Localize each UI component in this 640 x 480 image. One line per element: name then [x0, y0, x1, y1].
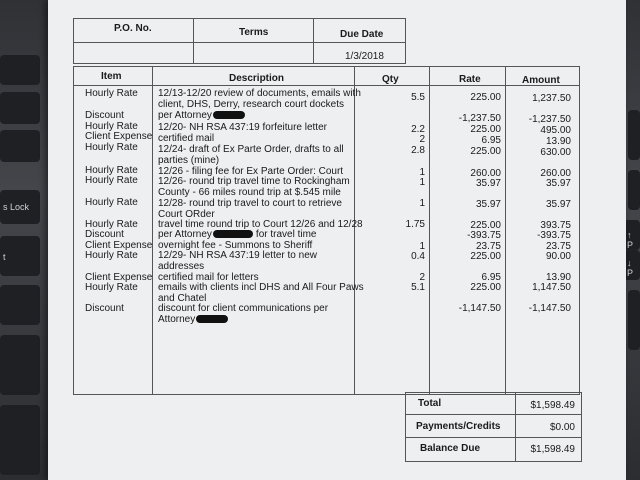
- row-amount: 13.90: [545, 136, 571, 147]
- row-description: Attorney: [158, 314, 228, 325]
- row-rate: 6.95: [481, 272, 501, 283]
- row-amount: -1,147.50: [528, 303, 571, 314]
- row-qty: 1: [419, 198, 425, 209]
- row-description: overnight fee - Summons to Sheriff: [158, 240, 313, 251]
- row-description: 12/26- round trip travel time to Rockingham: [158, 176, 350, 187]
- balance-due-label: Balance Due: [420, 443, 481, 454]
- redacted-name: [213, 230, 253, 238]
- keyboard-key: [0, 335, 40, 395]
- row-description: emails with clients incl DHS and All Four Paws: [158, 282, 364, 293]
- row-qty: 2.8: [411, 145, 425, 156]
- keyboard-key: [0, 285, 40, 325]
- row-item: Client Expense: [85, 240, 153, 251]
- row-rate: 35.97: [475, 199, 501, 210]
- row-qty: 2: [419, 272, 425, 283]
- row-description: parties (mine): [158, 155, 220, 166]
- row-description: County - 66 miles round trip at $.545 mile: [158, 187, 341, 198]
- row-amount: 260.00: [540, 168, 571, 179]
- row-amount: 35.97: [545, 178, 571, 189]
- row-item: Hourly Rate: [85, 250, 138, 261]
- row-rate: -1,237.50: [458, 113, 501, 124]
- row-amount: -393.75: [537, 230, 571, 241]
- line-items-table: [73, 66, 580, 395]
- row-item: Hourly Rate: [85, 175, 138, 186]
- row-rate: 225.00: [470, 146, 501, 157]
- row-description: 12/28- round trip travel to court to retrieve: [158, 198, 342, 209]
- row-rate: 260.00: [470, 168, 501, 179]
- row-description: discount for client communications per: [158, 303, 329, 314]
- row-description: client, DHS, Derry, research court dockets: [158, 99, 344, 110]
- row-rate: 6.95: [481, 135, 501, 146]
- row-description: certified mail for letters: [158, 272, 259, 283]
- redacted-name: [213, 111, 245, 119]
- payments-credits-label: Payments/Credits: [416, 421, 501, 432]
- row-qty: 1.75: [405, 219, 425, 230]
- keyboard-key-page-down: ↓ P: [624, 250, 640, 280]
- keyboard-key: [0, 92, 40, 124]
- row-item: Hourly Rate: [85, 121, 138, 132]
- row-amount: 393.75: [540, 220, 571, 231]
- row-qty: 5.5: [411, 92, 425, 103]
- row-rate: 225.00: [470, 251, 501, 262]
- row-rate: 225.00: [470, 282, 501, 293]
- row-description: 12/24- draft of Ex Parte Order, drafts to all: [158, 144, 344, 155]
- keyboard-key: [628, 110, 640, 160]
- keyboard-key: t: [0, 236, 40, 276]
- row-description: Court ORder: [158, 209, 215, 220]
- keyboard-key: [628, 170, 640, 210]
- row-item: Hourly Rate: [85, 219, 138, 230]
- row-rate: -393.75: [467, 230, 501, 241]
- col-header-rate: Rate: [459, 74, 481, 85]
- row-item: Hourly Rate: [85, 142, 138, 153]
- row-amount: 13.90: [545, 272, 571, 283]
- keyboard-key-page-up: ↑ P: [624, 220, 640, 250]
- row-rate: 35.97: [475, 178, 501, 189]
- row-description: 12/20- NH RSA 437:19 forfeiture letter: [158, 122, 327, 133]
- row-rate: 225.00: [470, 92, 501, 103]
- row-description: and Chatel: [158, 293, 207, 304]
- keyboard-key: [628, 290, 640, 350]
- terms-header: Terms: [239, 27, 269, 38]
- row-rate: 225.00: [470, 124, 501, 135]
- keyboard-key: [0, 405, 40, 475]
- row-amount: 1,237.50: [532, 93, 571, 104]
- row-qty: 2: [419, 134, 425, 145]
- row-item: Discount: [85, 303, 124, 314]
- row-item: Client Expense: [85, 272, 153, 283]
- row-qty: 0.4: [411, 251, 425, 262]
- row-rate: 23.75: [475, 241, 501, 252]
- row-amount: -1,237.50: [528, 114, 571, 125]
- row-qty: 1: [419, 241, 425, 252]
- row-qty: 1: [419, 177, 425, 188]
- row-amount: 90.00: [545, 251, 571, 262]
- total-label: Total: [418, 398, 442, 409]
- keyboard-key-caps-lock: s Lock: [0, 190, 40, 224]
- row-amount: 630.00: [540, 147, 571, 158]
- redacted-name: [196, 315, 228, 323]
- row-item: Hourly Rate: [85, 282, 138, 293]
- invoice-paper: [48, 0, 626, 480]
- row-item: Hourly Rate: [85, 165, 138, 176]
- row-description: certified mail: [158, 133, 215, 144]
- row-description: addresses: [158, 261, 205, 272]
- payments-credits-value: $0.00: [549, 422, 575, 433]
- row-amount: 495.00: [540, 125, 571, 136]
- row-item: Hourly Rate: [85, 197, 138, 208]
- row-description: 12/29- NH RSA 437:19 letter to new: [158, 250, 317, 261]
- row-qty: 5.1: [411, 282, 425, 293]
- row-description: per Attorney: [158, 110, 245, 121]
- row-rate: 225.00: [470, 220, 501, 231]
- col-header-description: Description: [229, 73, 285, 84]
- row-amount: 23.75: [545, 241, 571, 252]
- total-value: $1,598.49: [530, 400, 575, 411]
- col-header-item: Item: [101, 71, 122, 82]
- keyboard-key: [0, 55, 40, 85]
- row-description: 12/26 - filing fee for Ex Parte Order: Court: [158, 166, 344, 177]
- balance-due-value: $1,598.49: [530, 444, 575, 455]
- row-item: Hourly Rate: [85, 88, 138, 99]
- row-description: travel time round trip to Court 12/26 and 12/28: [158, 219, 363, 230]
- row-item: Discount: [85, 110, 124, 121]
- due-date-header: Due Date: [340, 29, 384, 40]
- row-amount: 1,147.50: [532, 282, 571, 293]
- col-header-qty: Qty: [382, 74, 399, 85]
- row-qty: 1: [419, 167, 425, 178]
- row-description: 12/13-12/20 review of documents, emails with: [158, 88, 361, 99]
- row-amount: 35.97: [545, 199, 571, 210]
- col-header-amount: Amount: [522, 75, 560, 86]
- row-item: Discount: [85, 229, 124, 240]
- po-number-header: P.O. No.: [114, 23, 152, 34]
- row-rate: -1,147.50: [458, 303, 501, 314]
- row-qty: 2.2: [411, 124, 425, 135]
- row-item: Client Expense: [85, 131, 153, 142]
- row-description: per Attorney for travel time: [158, 229, 317, 240]
- due-date-value: 1/3/2018: [345, 51, 384, 62]
- keyboard-key: [0, 130, 40, 162]
